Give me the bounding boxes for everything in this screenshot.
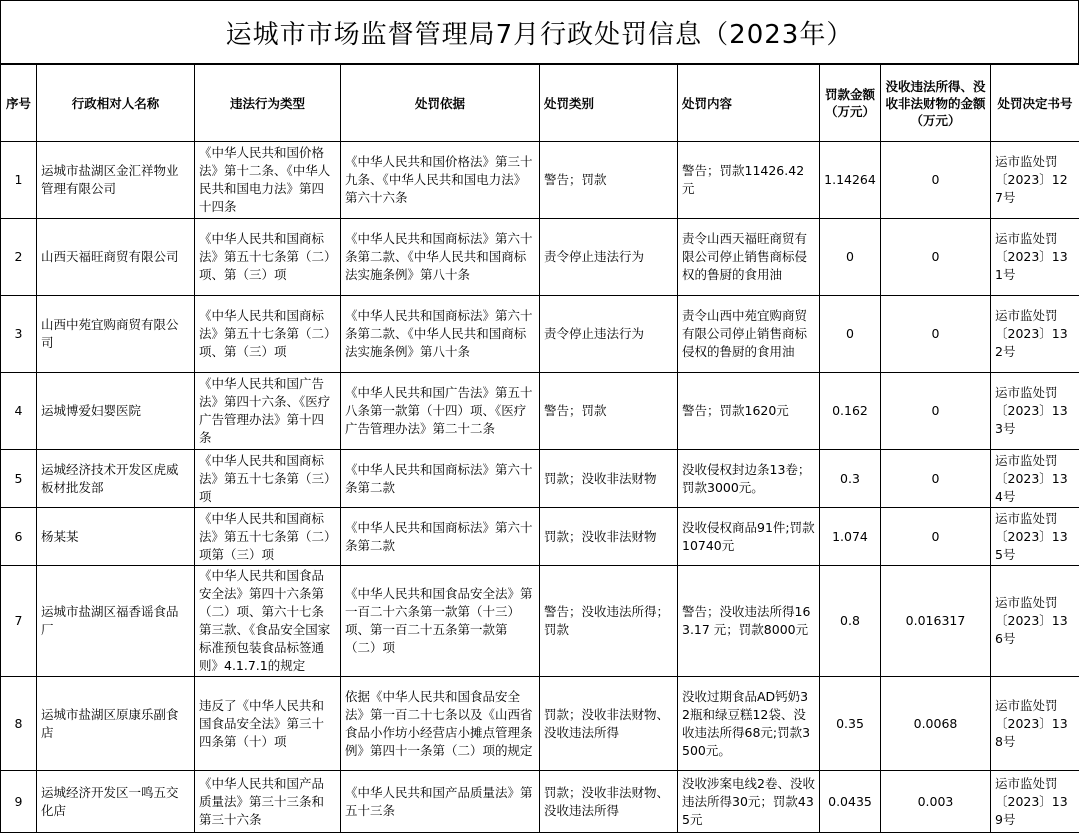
- header-content: 处罚内容: [678, 65, 820, 142]
- row-fine-text: 0.35: [836, 715, 864, 731]
- row-fine: [820, 771, 881, 833]
- row-number: [1, 508, 37, 566]
- row-basis: [341, 771, 540, 833]
- row-name-text: 运城经济开发区一鸣五交化店: [41, 784, 179, 818]
- row-decision-text: 运市监处罚〔2023〕127号: [995, 154, 1068, 205]
- row-content: [678, 373, 820, 450]
- row-fine-text: 0.0435: [828, 793, 872, 809]
- row-violation-type-text: 《中华人民共和国商标法》第五十七条第（二）项、第（三）项: [199, 231, 331, 282]
- row-number-text: 1: [14, 172, 23, 187]
- row-category-text: 责令停止违法行为: [544, 326, 645, 341]
- row-violation-type-text: 《中华人民共和国价格法》第十二条、《中华人民共和国电力法》第四十四条: [199, 145, 331, 214]
- header-decision: 处罚决定书号: [991, 65, 1079, 142]
- row-category: [540, 142, 678, 219]
- row-basis-text: 《中华人民共和国商标法》第六十条第二款、《中华人民共和国商标法实施条例》第八十条: [345, 308, 533, 359]
- row-fine: [820, 566, 881, 677]
- row-decision-text: 运市监处罚〔2023〕133号: [995, 385, 1068, 436]
- row-decision-text: 运市监处罚〔2023〕132号: [995, 308, 1068, 359]
- penalty-table: [0, 64, 1079, 833]
- row-confiscated: [881, 219, 991, 296]
- row-fine-text: 0: [846, 249, 854, 264]
- row-basis-text: 《中华人民共和国商标法》第六十条第二款: [345, 461, 533, 495]
- row-fine-text: 1.14264: [824, 172, 876, 187]
- row-violation-type: [195, 373, 341, 450]
- row-content: [678, 508, 820, 566]
- header-basis: 处罚依据: [341, 65, 540, 142]
- row-basis-text: 《中华人民共和国产品质量法》第五十三条: [345, 784, 533, 818]
- row-decision-text: 运市监处罚〔2023〕135号: [995, 510, 1068, 562]
- row-decision-text: 运市监处罚〔2023〕139号: [995, 775, 1068, 827]
- row-confiscated-text: 0: [931, 249, 940, 264]
- row-basis-text: 依据《中华人民共和国食品安全法》第一百二十七条以及《山西省食品小作坊小经营店小摊点管理条例》第四十一条第（二）项的规定: [345, 688, 533, 758]
- row-content-text: 责令山西中苑宜购商贸有限公司停止销售商标侵权的鲁厨的食用油: [682, 308, 808, 359]
- row-number-text: 3: [14, 326, 23, 341]
- row-name-text: 杨某某: [41, 528, 79, 544]
- row-violation-type: [195, 296, 341, 373]
- row-number-text: 7: [14, 613, 23, 628]
- row-confiscated: [881, 508, 991, 566]
- row-category: [540, 219, 678, 296]
- row-number-text: 5: [14, 470, 23, 486]
- header-name: 行政相对人名称: [37, 65, 195, 142]
- row-violation-type-text: 《中华人民共和国食品安全法》第四十六条第（二）项、第六十七条第三款、《食品安全国家标准预包装食品标签通则》4.1.7.1的规定: [199, 568, 331, 673]
- table-row: [1, 142, 1079, 219]
- row-fine: [820, 677, 881, 771]
- table-row: [1, 508, 1079, 566]
- row-content-text: 警告；没收违法所得163.17 元；罚款8000元: [682, 604, 811, 637]
- row-decision-text: 运市监处罚〔2023〕136号: [995, 595, 1068, 646]
- row-number: [1, 450, 37, 508]
- row-basis-text: 《中华人民共和国商标法》第六十条第二款: [345, 519, 533, 553]
- row-number: [1, 142, 37, 219]
- row-violation-type-text: 《中华人民共和国商标法》第五十七条第（二）项第（三）项: [199, 510, 331, 562]
- row-name-text: 山西中苑宜购商贸有限公司: [41, 317, 179, 350]
- row-number-text: 4: [14, 403, 23, 418]
- row-category: [540, 373, 678, 450]
- row-decision: [991, 219, 1079, 296]
- row-category-text: 罚款；没收非法财物: [544, 470, 657, 486]
- row-category: [540, 508, 678, 566]
- row-content: [678, 771, 820, 833]
- row-content-text: 没收涉案电线2卷、没收违法所得30元；罚款435元: [682, 775, 815, 827]
- row-confiscated-text: 0: [931, 403, 940, 418]
- row-number: [1, 771, 37, 833]
- row-name: [37, 373, 195, 450]
- row-content: [678, 566, 820, 677]
- row-content-text: 没收侵权封边条13卷；罚款3000元。: [682, 461, 811, 495]
- row-name-text: 运城市盐湖区福香谣食品厂: [41, 604, 179, 637]
- row-number: [1, 566, 37, 677]
- row-category: [540, 771, 678, 833]
- table-row: [1, 450, 1079, 508]
- row-confiscated: [881, 771, 991, 833]
- row-fine: [820, 373, 881, 450]
- row-content: [678, 142, 820, 219]
- row-number-text: 2: [14, 249, 23, 264]
- row-basis: [341, 566, 540, 677]
- row-content: [678, 677, 820, 771]
- row-decision: [991, 771, 1079, 833]
- row-violation-type: [195, 508, 341, 566]
- row-category: [540, 566, 678, 677]
- row-name-text: 运城经济技术开发区虎威板材批发部: [41, 461, 179, 495]
- header-type: 违法行为类型: [195, 65, 341, 142]
- table-row: [1, 566, 1079, 677]
- header-category: 处罚类别: [540, 65, 678, 142]
- row-basis: [341, 508, 540, 566]
- row-confiscated: [881, 142, 991, 219]
- row-confiscated-text: 0.016317: [905, 613, 966, 628]
- row-violation-type: [195, 450, 341, 508]
- row-name-text: 运城市盐湖区原康乐副食店: [41, 706, 179, 740]
- row-content-text: 警告；罚款1620元: [682, 403, 789, 418]
- row-confiscated-text: 0.0068: [913, 715, 958, 731]
- row-name: [37, 296, 195, 373]
- row-category-text: 罚款；没收非法财物、没收违法所得: [544, 706, 670, 740]
- row-content-text: 没收侵权商品91件;罚款10740元: [682, 519, 815, 553]
- row-name: [37, 142, 195, 219]
- row-content: [678, 450, 820, 508]
- table-row: [1, 771, 1079, 833]
- row-category-text: 责令停止违法行为: [544, 249, 645, 264]
- row-confiscated-text: 0.003: [917, 793, 954, 809]
- row-violation-type-text: 《中华人民共和国商标法》第五十七条第（三）项: [199, 452, 331, 504]
- row-basis: [341, 677, 540, 771]
- row-decision-text: 运市监处罚〔2023〕131号: [995, 231, 1068, 282]
- row-basis: [341, 373, 540, 450]
- row-name: [37, 771, 195, 833]
- row-basis-text: 《中华人民共和国商标法》第六十条第二款、《中华人民共和国商标法实施条例》第八十条: [345, 231, 533, 282]
- row-content: [678, 219, 820, 296]
- row-basis: [341, 219, 540, 296]
- row-decision-text: 运市监处罚〔2023〕138号: [995, 697, 1068, 749]
- row-fine: [820, 142, 881, 219]
- row-content: [678, 296, 820, 373]
- row-violation-type: [195, 771, 341, 833]
- row-decision-text: 运市监处罚〔2023〕134号: [995, 452, 1068, 504]
- row-number: [1, 373, 37, 450]
- row-fine-text: 0.8: [840, 613, 860, 628]
- row-content-text: 警告；罚款11426.42元: [682, 163, 805, 196]
- row-violation-type-text: 违反了《中华人民共和国食品安全法》第三十四条第（十）项: [199, 697, 325, 749]
- header-no: 序号: [1, 65, 37, 142]
- row-violation-type: [195, 677, 341, 771]
- table-row: [1, 373, 1079, 450]
- row-violation-type: [195, 219, 341, 296]
- row-confiscated-text: 0: [931, 326, 940, 341]
- header-row: [1, 65, 1079, 142]
- row-decision: [991, 566, 1079, 677]
- row-confiscated-text: 0: [931, 528, 940, 544]
- row-decision: [991, 677, 1079, 771]
- row-fine: [820, 219, 881, 296]
- row-number-text: 6: [14, 528, 23, 544]
- table-row: [1, 677, 1079, 771]
- row-basis-text: 《中华人民共和国价格法》第三十九条、《中华人民共和国电力法》第六十六条: [345, 154, 533, 205]
- row-decision: [991, 450, 1079, 508]
- row-category-text: 罚款；没收非法财物、没收违法所得: [544, 784, 670, 818]
- row-basis-text: 《中华人民共和国食品安全法》第一百二十六条第一款第（十三）项、第一百二十五条第一款第（二）项: [345, 586, 533, 655]
- row-fine: [820, 450, 881, 508]
- row-fine-text: 1.074: [832, 528, 868, 544]
- row-fine: [820, 296, 881, 373]
- header-confiscated: 没收违法所得、没收非法财物的金额（万元）: [881, 65, 991, 142]
- row-fine-text: 0: [846, 326, 854, 341]
- row-number-text: 9: [14, 793, 23, 809]
- row-fine: [820, 508, 881, 566]
- row-category: [540, 296, 678, 373]
- row-decision: [991, 508, 1079, 566]
- row-decision: [991, 142, 1079, 219]
- row-decision: [991, 296, 1079, 373]
- row-confiscated: [881, 566, 991, 677]
- row-number: [1, 296, 37, 373]
- row-confiscated: [881, 450, 991, 508]
- row-confiscated-text: 0: [931, 470, 940, 486]
- row-confiscated-text: 0: [931, 172, 940, 187]
- row-name: [37, 566, 195, 677]
- row-basis: [341, 450, 540, 508]
- row-category-text: 罚款；没收非法财物: [544, 528, 657, 544]
- row-name: [37, 450, 195, 508]
- sheet-title: 运城市市场监督管理局7月行政处罚信息（2023年）: [0, 0, 1079, 64]
- row-category-text: 警告；罚款: [544, 172, 607, 187]
- row-number: [1, 677, 37, 771]
- table-body: [1, 142, 1079, 833]
- table-row: [1, 219, 1079, 296]
- row-name-text: 运城博爱妇婴医院: [41, 403, 142, 418]
- row-confiscated: [881, 296, 991, 373]
- row-name: [37, 219, 195, 296]
- row-basis-text: 《中华人民共和国广告法》第五十八条第一款第（十四）项、《医疗广告管理办法》第二十二条: [345, 385, 533, 436]
- row-fine-text: 0.3: [840, 470, 860, 486]
- row-content-text: 没收过期食品AD钙奶32瓶和绿豆糕12袋、没收违法所得68元;罚款3500元。: [682, 688, 811, 758]
- row-content-text: 责令山西天福旺商贸有限公司停止销售商标侵权的鲁厨的食用油: [682, 231, 808, 282]
- row-name: [37, 508, 195, 566]
- row-category: [540, 677, 678, 771]
- row-violation-type-text: 《中华人民共和国产品质量法》第三十三条和第三十六条: [199, 775, 325, 827]
- row-violation-type: [195, 142, 341, 219]
- row-name: [37, 677, 195, 771]
- row-fine-text: 0.162: [832, 403, 868, 418]
- row-number: [1, 219, 37, 296]
- row-confiscated: [881, 373, 991, 450]
- row-basis: [341, 296, 540, 373]
- row-violation-type: [195, 566, 341, 677]
- row-name-text: 运城市盐湖区金汇祥物业管理有限公司: [41, 163, 179, 196]
- header-fine: 罚款金额（万元）: [820, 65, 881, 142]
- row-category-text: 警告；罚款: [544, 403, 607, 418]
- table-row: [1, 296, 1079, 373]
- row-violation-type-text: 《中华人民共和国商标法》第五十七条第（二）项、第（三）项: [199, 308, 331, 359]
- row-number-text: 8: [14, 715, 23, 731]
- row-violation-type-text: 《中华人民共和国广告法》第四十六条、《医疗广告管理办法》第十四条: [199, 376, 331, 445]
- row-confiscated: [881, 677, 991, 771]
- row-category: [540, 450, 678, 508]
- row-category-text: 警告；没收违法所得；罚款: [544, 604, 670, 637]
- row-decision: [991, 373, 1079, 450]
- row-basis: [341, 142, 540, 219]
- row-name-text: 山西天福旺商贸有限公司: [41, 249, 179, 264]
